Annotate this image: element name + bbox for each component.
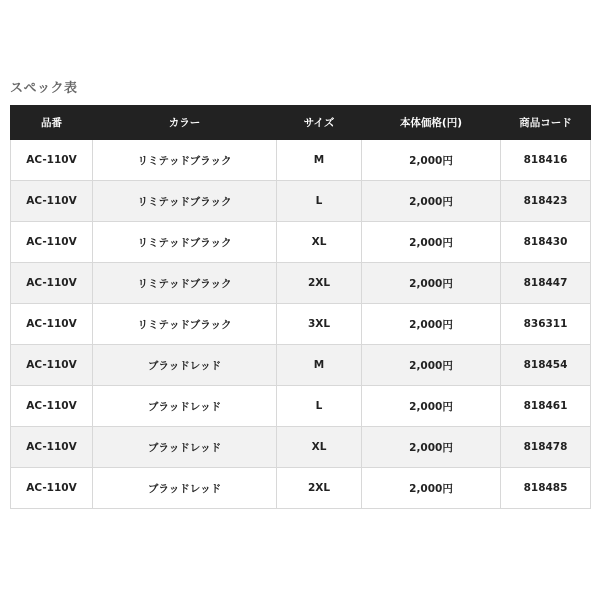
- cell-color: リミテッドブラック: [93, 304, 277, 345]
- table-row: [11, 140, 591, 181]
- table-row: [11, 222, 591, 263]
- cell-price: 2,000円: [362, 345, 501, 386]
- cell-price: 2,000円: [362, 386, 501, 427]
- cell-price: 2,000円: [362, 304, 501, 345]
- spec-title: スペック表: [10, 81, 78, 96]
- cell-product-number: AC-110V: [11, 263, 93, 304]
- cell-color: ブラッドレッド: [93, 427, 277, 468]
- cell-size: XL: [277, 427, 362, 468]
- cell-product-code: 818478: [501, 427, 591, 468]
- cell-product-number: AC-110V: [11, 427, 93, 468]
- cell-size: M: [277, 345, 362, 386]
- table-row: [11, 263, 591, 304]
- cell-color: ブラッドレッド: [93, 386, 277, 427]
- cell-product-code: 818430: [501, 222, 591, 263]
- cell-product-number: AC-110V: [11, 304, 93, 345]
- cell-size: 2XL: [277, 263, 362, 304]
- cell-size: L: [277, 386, 362, 427]
- cell-product-code: 818461: [501, 386, 591, 427]
- cell-product-number: AC-110V: [11, 386, 93, 427]
- spec-table: [10, 105, 591, 509]
- cell-price: 2,000円: [362, 222, 501, 263]
- cell-size: M: [277, 140, 362, 181]
- cell-color: ブラッドレッド: [93, 345, 277, 386]
- cell-product-number: AC-110V: [11, 140, 93, 181]
- cell-size: 2XL: [277, 468, 362, 509]
- header-color: カラー: [93, 106, 277, 140]
- table-row: [11, 427, 591, 468]
- cell-product-code: 836311: [501, 304, 591, 345]
- cell-size: 3XL: [277, 304, 362, 345]
- cell-color: リミテッドブラック: [93, 263, 277, 304]
- cell-product-code: 818485: [501, 468, 591, 509]
- cell-color: リミテッドブラック: [93, 140, 277, 181]
- cell-price: 2,000円: [362, 263, 501, 304]
- cell-product-code: 818454: [501, 345, 591, 386]
- cell-size: XL: [277, 222, 362, 263]
- table-row: [11, 304, 591, 345]
- cell-size: L: [277, 181, 362, 222]
- cell-price: 2,000円: [362, 140, 501, 181]
- cell-price: 2,000円: [362, 181, 501, 222]
- header-row: [11, 106, 591, 140]
- table-row: [11, 468, 591, 509]
- header-price: 本体価格(円): [362, 106, 501, 140]
- cell-color: ブラッドレッド: [93, 468, 277, 509]
- cell-product-code: 818423: [501, 181, 591, 222]
- table-row: [11, 386, 591, 427]
- cell-price: 2,000円: [362, 468, 501, 509]
- cell-product-number: AC-110V: [11, 181, 93, 222]
- cell-color: リミテッドブラック: [93, 181, 277, 222]
- cell-price: 2,000円: [362, 427, 501, 468]
- table-row: [11, 181, 591, 222]
- header-size: サイズ: [277, 106, 362, 140]
- table-row: [11, 345, 591, 386]
- cell-color: リミテッドブラック: [93, 222, 277, 263]
- cell-product-code: 818447: [501, 263, 591, 304]
- header-product-code: 商品コード: [501, 106, 591, 140]
- cell-product-code: 818416: [501, 140, 591, 181]
- cell-product-number: AC-110V: [11, 345, 93, 386]
- header-product-number: 品番: [11, 106, 93, 140]
- cell-product-number: AC-110V: [11, 468, 93, 509]
- cell-product-number: AC-110V: [11, 222, 93, 263]
